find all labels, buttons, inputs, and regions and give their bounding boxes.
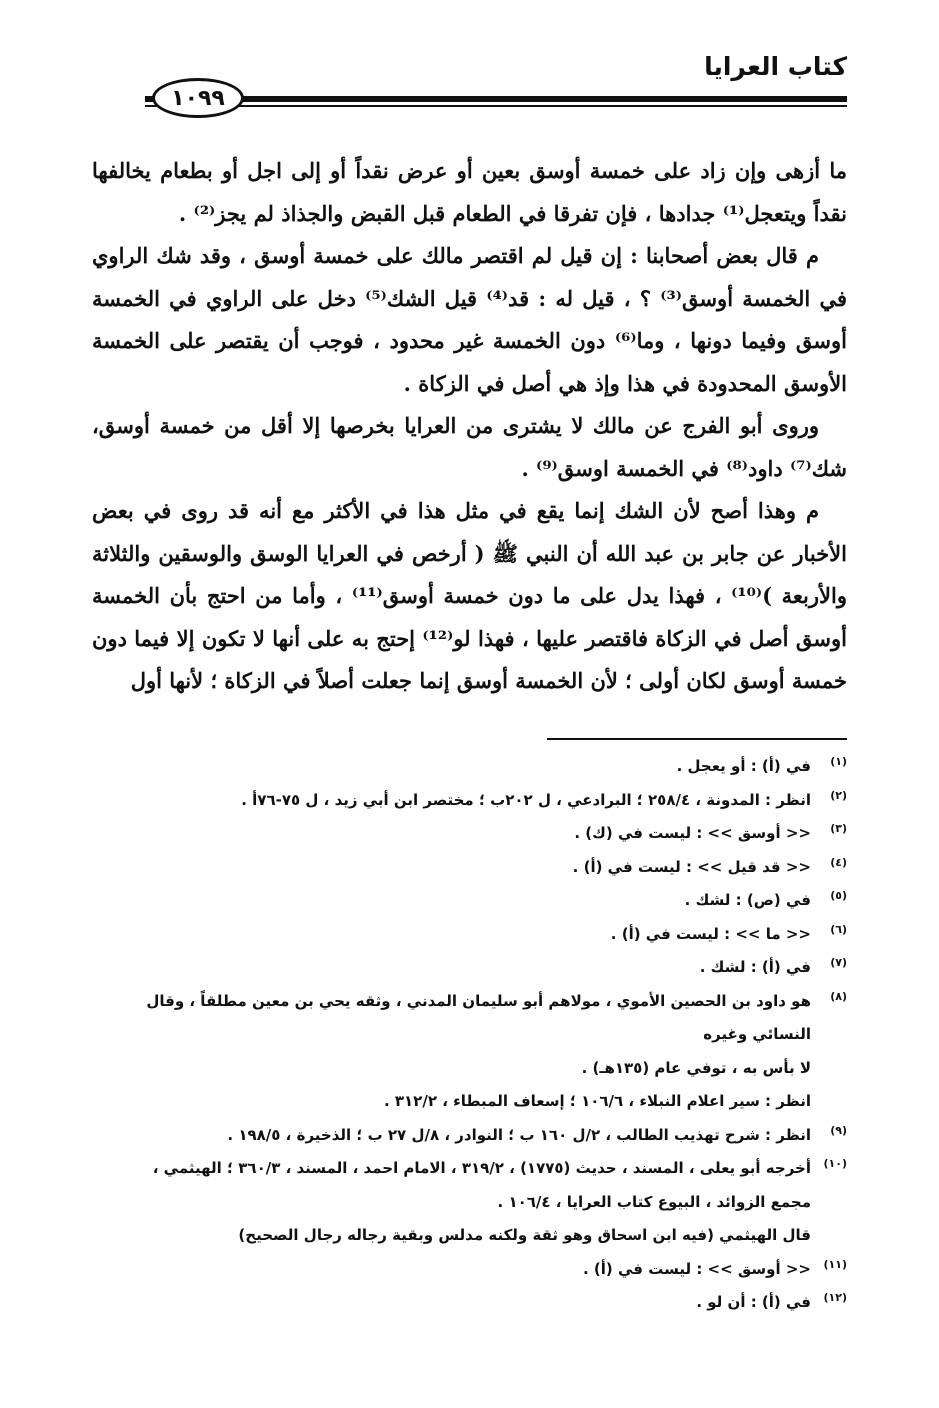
footnote [92, 1119, 847, 1153]
footnote [92, 750, 847, 784]
footnote-number: (٨) [830, 989, 847, 1003]
footnote [92, 1152, 847, 1253]
footnote-text: انظر : المدونة ، ٢٥٨/٤ ؛ البرادعي ، ل ٢٠٢ب ؛ مختصر ابن أبي زيد ، ل ٧٥-٧٦أ . [241, 790, 811, 809]
footnote-text: في (أ) : لشك . [699, 958, 811, 976]
footnote [92, 1253, 847, 1287]
paragraph: وروى أبو الفرج عن مالك لا يشترى من العرايا بخرصها إلا أقل من خمسة أوسق، شك⁽⁷⁾ داود⁽⁸⁾ في الخمسة اوسق⁽⁹⁾ . [92, 413, 847, 481]
footnote-number: (١٢) [823, 1291, 847, 1304]
footnote-number: (٩) [830, 1123, 847, 1137]
footnote [92, 851, 847, 885]
footnote-number: (٥) [830, 889, 847, 902]
footnote-text: << قد قيل >> : ليست في (أ) . [572, 857, 811, 876]
footnote-text: لا بأس به ، توفي عام (١٣٥هـ) . [581, 1058, 811, 1077]
footnote-text: في (أ) : أن لو . [696, 1293, 811, 1311]
paragraph: ما أزهى وإن زاد على خمسة أوسق بعين أو عرض نقداً أو إلى اجل أو بطعام يخالفها نقداً ويتعجل⁽¹⁾ جدادها ، فإن تفرقا في الطعام قبل القبض والجذاذ لم يجز⁽²⁾ . [92, 158, 847, 226]
footnote-text: في (ص) : لشك . [684, 891, 811, 909]
footnote [92, 817, 847, 851]
footnote-text: مجمع الزوائد ، البيوع كتاب العرايا ، ١٠٦/٤ . [497, 1192, 811, 1211]
header-rule-thin [145, 105, 847, 107]
page-number-oval [152, 78, 244, 118]
footnote [92, 784, 847, 818]
footnote-text: << أوسق >> : ليست في (أ) . [582, 1259, 811, 1278]
footnote [92, 985, 847, 1119]
footnote-text: قال الهيثمي (فيه ابن اسحاق وهو ثقة ولكنه مدلس وبقية رجاله رجال الصحيح) [238, 1226, 811, 1244]
footnote [92, 1286, 847, 1320]
running-head: كتاب العرايا [704, 52, 847, 81]
footnote-text: في (أ) : أو يعجل . [676, 757, 811, 775]
footnote-text: << أوسق >> : ليست في (ك) . [574, 824, 811, 842]
main-text [92, 150, 847, 703]
header-rule [145, 96, 847, 102]
footnote-number: (٢) [830, 788, 847, 802]
footnote-text: انظر : شرح تهذيب الطالب ، ٢/ل ١٦٠ ب ؛ النوادر ، ٨/ل ٢٧ ب ؛ الذخيرة ، ١٩٨/٥ . [227, 1125, 811, 1144]
footnote-number: (٤) [830, 855, 847, 869]
footnote-text: انظر : سير اعلام النبلاء ، ١٠٦/٦ ؛ إسعاف المبطاء ، ٣١٢/٢ . [383, 1092, 811, 1110]
footnote-number: (١٠) [823, 1157, 847, 1170]
page-number: ١٠٩٩ [171, 85, 225, 111]
paragraph: م قال بعض أصحابنا : إن قيل لم اقتصر مالك على خمسة أوسق ، وقد شك الراوي في الخمسة أوسق⁽³⁾ ؟ ، قيل له : قد⁽⁴⁾ قيل الشك⁽⁵⁾ دخل على الراوي في الخمسة أوسق وفيما دونها ، وما⁽⁶⁾ دون الخمسة غير محدود ، فوجب أن يقتصر على الخمسة الأوسق المحدودة في هذا وإذ هي أصل في الزكاة . [92, 243, 847, 396]
footnote [92, 918, 847, 952]
footnote-text: هو داود بن الحصين الأموي ، مولاهم أبو سليمان المدني ، وثقه يحي بن معين مطلقاً ، وقال النسائي وغيره [146, 991, 811, 1043]
footnote-number: (٦) [830, 922, 847, 936]
footnote-number: (٣) [830, 822, 847, 835]
footnote-text: أخرجه أبو يعلى ، المسند ، حديث (١٧٧٥) ، ٣١٩/٢ ، الامام احمد ، المسند ، ٣٦٠/٣ ؛ الهيثمي ، [152, 1159, 811, 1177]
footnote-number: (١) [830, 755, 847, 768]
footnote-separator [547, 738, 847, 740]
footnote-text: << ما >> : ليست في (أ) . [610, 924, 811, 943]
footnote [92, 951, 847, 985]
footnotes [92, 750, 847, 1320]
footnote-number: (٧) [830, 956, 847, 969]
footnote-number: (١١) [823, 1257, 847, 1271]
paragraph: م وهذا أصح لأن الشك إنما يقع في مثل هذا في الأكثر مع أنه قد روى في بعض الأخبار عن جابر بن عبد الله أن النبي ﷺ ( أرخص في العرايا الوسق والوسقين والثلاثة والأربعة )⁽¹⁰⁾ ، فهذا يدل على ما دون خمسة أوسق⁽¹¹⁾ ، وأما من احتج بأن الخمسة أوسق أصل في الزكاة فاقتصر عليها ، فهذا لو⁽¹²⁾ إحتج به على أنها لا تكون إلا فيما دون خمسة أوسق لكان أولى ؛ لأن الخمسة أوسق إنما جعلت أصلاً في الزكاة ؛ لأنها أول [92, 498, 847, 693]
footnote [92, 884, 847, 918]
